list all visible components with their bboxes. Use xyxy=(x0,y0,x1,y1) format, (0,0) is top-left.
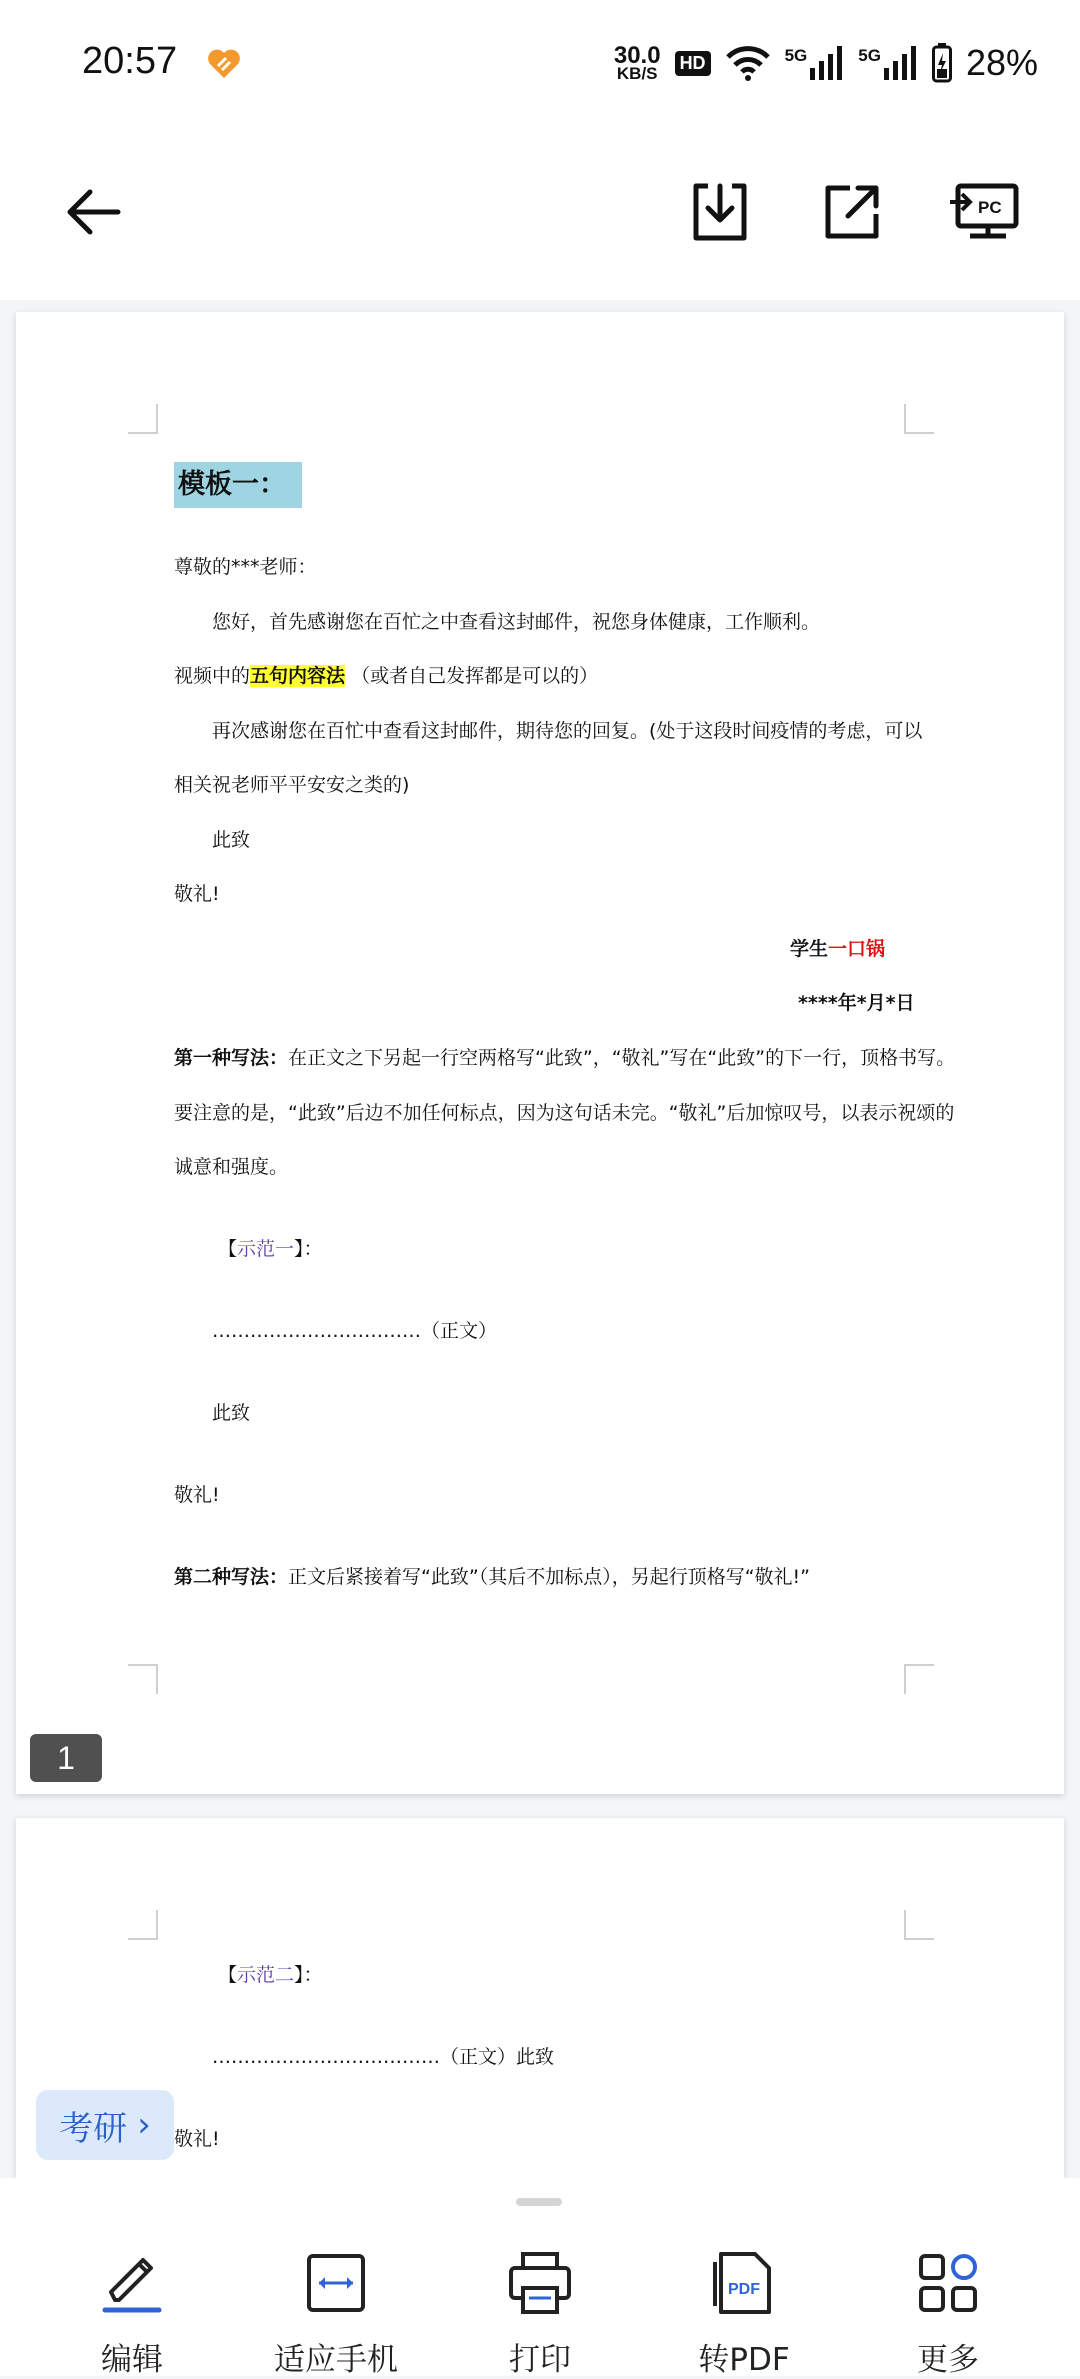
example-1-cizhi: 此致 xyxy=(212,1402,251,1424)
send-to-pc-button[interactable] xyxy=(942,170,1026,254)
example-2-jingli: 敬礼! xyxy=(174,2128,220,2150)
sheet-drag-handle[interactable] xyxy=(516,2198,562,2206)
salutation: 尊敬的***老师： xyxy=(174,556,317,578)
fit-phone-icon xyxy=(301,2248,371,2318)
example-1-jingli: 敬礼! xyxy=(174,1484,220,1506)
wifi-icon xyxy=(725,44,771,82)
more-button[interactable]: 更多 xyxy=(848,2248,1048,2379)
convert-pdf-button[interactable]: PDF 转PDF xyxy=(644,2248,844,2379)
signature: 学生一口锅 xyxy=(790,938,886,960)
crop-mark xyxy=(128,1664,158,1694)
kaoyan-badge[interactable] xyxy=(36,2090,174,2160)
highlight-text: 五句内容法 xyxy=(250,665,346,687)
method-1-line-3: 诚意和强度。 xyxy=(174,1156,289,1178)
hd-badge: HD xyxy=(675,51,711,76)
closing-jingli: 敬礼! xyxy=(174,883,220,905)
crop-mark xyxy=(904,404,934,434)
example-1-body: ……………………………（正文） xyxy=(212,1320,498,1342)
paragraph-1: 您好，首先感谢您在百忙之中查看这封邮件，祝您身体健康，工作顺利。 xyxy=(212,611,821,633)
back-arrow-icon xyxy=(62,180,126,244)
download-button[interactable] xyxy=(678,170,762,254)
crop-mark xyxy=(904,1664,934,1694)
signal-bars-icon xyxy=(884,46,918,80)
crop-mark xyxy=(128,404,158,434)
status-bar xyxy=(0,0,1080,130)
share-icon xyxy=(820,180,884,244)
top-toolbar xyxy=(0,130,1080,300)
method-2-text: 第二种写法：正文后紧接着写“此致”（其后不加标点），另起行顶格写“敬礼!” xyxy=(174,1566,811,1588)
example-2-label: 【示范二】： xyxy=(218,1964,323,1986)
crop-mark xyxy=(128,1910,158,1940)
method-1-line-2: 要注意的是，“此致”后边不加任何标点，因为这句话未完。“敬礼”后加惊叹号，以表示祝颂的 xyxy=(174,1102,955,1124)
edit-pen-icon xyxy=(97,2248,167,2318)
signal-bars-icon xyxy=(810,46,844,80)
page-number-badge: 1 xyxy=(30,1734,102,1782)
paragraph-3-line-1: 再次感谢您在百忙中查看这封邮件，期待您的回复。(处于这段时间疫情的考虑，可以 xyxy=(212,720,923,742)
printer-icon xyxy=(505,2248,575,2318)
edit-button[interactable]: 编辑 xyxy=(32,2248,232,2379)
network-speed: 30.0 KB/S xyxy=(613,41,661,84)
bottom-action-bar xyxy=(0,2178,1080,2376)
crop-mark xyxy=(904,1910,934,1940)
signal-5g-2: 5G xyxy=(858,46,918,80)
svg-text:PDF: PDF xyxy=(728,2281,760,2298)
method-1-line-1: 第一种写法：在正文之下另起一行空两格写“此致”，“敬礼”写在“此致”的下一行，顶格书写。 xyxy=(174,1047,956,1069)
closing-cizhi: 此致 xyxy=(212,829,251,851)
send-to-pc-icon xyxy=(948,180,1020,244)
document-page-1[interactable] xyxy=(16,312,1064,1794)
example-2-body: ………………………………（正文）此致 xyxy=(212,2046,555,2068)
example-1-label: 【示范一】： xyxy=(218,1238,323,1260)
kaoyan-label: 考研 xyxy=(59,2108,128,2149)
more-grid-icon xyxy=(913,2248,983,2318)
svg-text:PC: PC xyxy=(978,198,1002,217)
paragraph-2: 视频中的五句内容法 （或者自己发挥都是可以的） xyxy=(174,665,599,687)
download-icon xyxy=(688,180,752,244)
app-heart-icon xyxy=(204,44,244,84)
convert-pdf-icon xyxy=(709,2248,779,2318)
fit-phone-button[interactable]: 适应手机 xyxy=(236,2248,436,2379)
battery-percent: 28% xyxy=(965,42,1038,83)
status-time: 20:57 xyxy=(82,40,178,82)
signal-5g-1: 5G xyxy=(785,46,845,80)
paragraph-3-line-2: 相关祝老师平平安安之类的) xyxy=(174,774,410,796)
share-button[interactable] xyxy=(810,170,894,254)
template-title: 模板一： xyxy=(174,462,302,508)
back-button[interactable] xyxy=(52,170,136,254)
chevron-right-icon: › xyxy=(137,2105,151,2145)
status-indicators xyxy=(614,38,1038,88)
signature-date: ****年*月*日 xyxy=(798,992,915,1014)
battery-icon xyxy=(932,43,952,83)
print-button[interactable]: 打印 xyxy=(440,2248,640,2379)
